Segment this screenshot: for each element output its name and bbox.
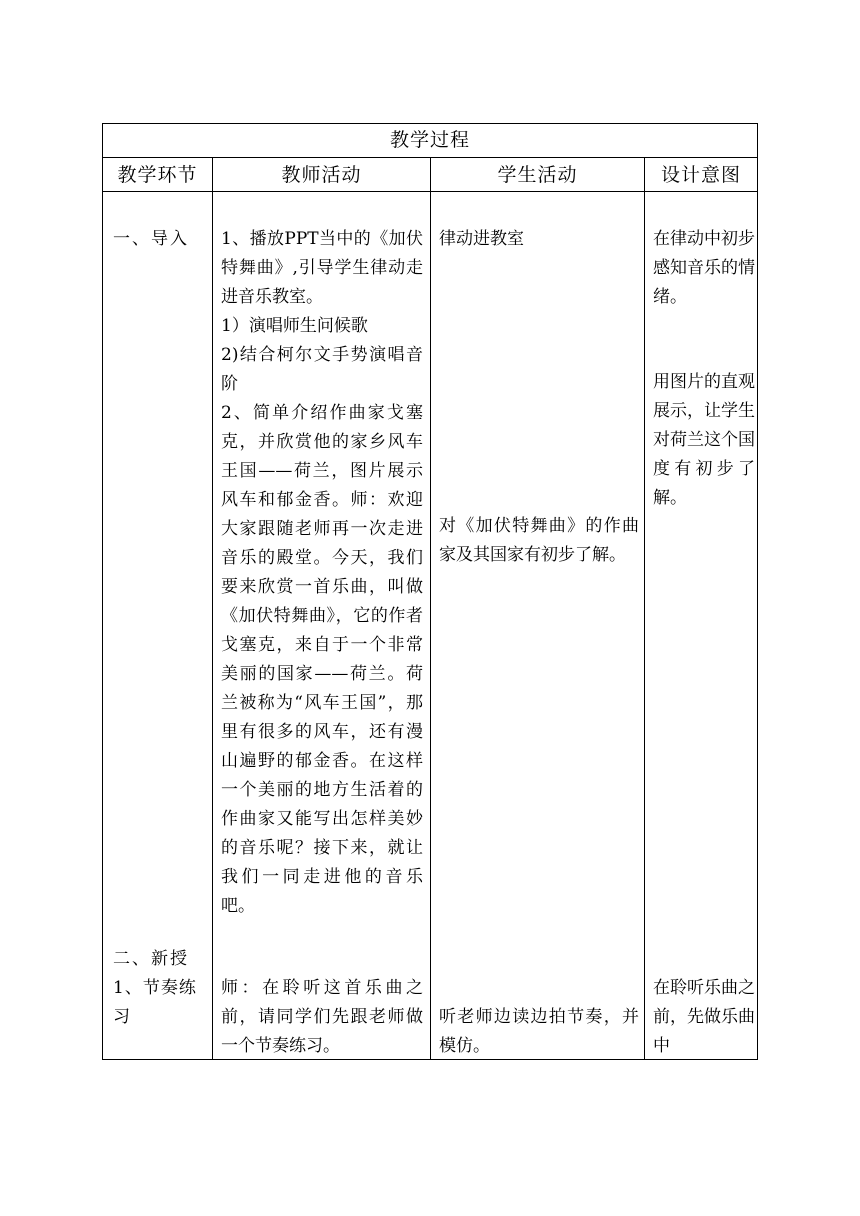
header-stage: 教学环节 (117, 164, 198, 186)
teacher-activity-rhythm: 师：在聆听这首乐曲之前，请同学们先跟老师做一个节奏练习。 (221, 978, 423, 1056)
stage-intro: 一、导入 (113, 229, 189, 249)
design-intent-1: 在律动中初步感知音乐的情绪。 (653, 229, 755, 307)
student-activity-1: 律动进教室 (439, 229, 524, 249)
stage-rhythm-line-1: 1、节奏练 (113, 978, 197, 998)
stage-new-lesson: 二、新授 (113, 949, 189, 969)
column-divider-1 (212, 157, 213, 1059)
table-title: 教学过程 (389, 129, 470, 151)
design-intent-2: 用图片的直观展示，让学生对荷兰这个国度有初步了解。 (653, 372, 755, 508)
header-teacher-activity: 教师活动 (281, 164, 362, 186)
teacher-activity-intro (221, 225, 423, 921)
teacher-substep-1: 1）演唱师生问候歌 (221, 316, 368, 336)
design-intent-3: 在聆听乐曲之前，先做乐曲中 (653, 978, 755, 1056)
column-divider-2 (430, 157, 431, 1059)
teacher-step-1: 1、播放PPT当中的《加伏特舞曲》,引导学生律动走进音乐教室。 (221, 229, 423, 307)
student-activity-3: 听老师边读边拍节奏，并模仿。 (439, 1007, 639, 1056)
teacher-substep-2: 2)结合柯尔文手势演唱音阶 (221, 345, 423, 394)
stage-rhythm-line-2: 习 (113, 1007, 130, 1027)
teacher-step-2: 2、简单介绍作曲家戈塞克，并欣赏他的家乡风车王国——荷兰，图片展示风车和郁金香。师：欢迎大家跟随老师再一次走进音乐的殿堂。今天，我们要来欣赏一首乐曲，叫做《加伏特舞曲》，它的作者戈塞克，来自于一个非常美丽的国家——荷兰。荷兰被称为“风车王国”，那里有很多的风车，还有漫山遍野的郁金香。在这样一个美丽的地方生活着的作曲家又能写出怎样美妙的音乐呢？接下来，就让我们一同走进他的音乐吧。 (221, 403, 423, 916)
header-design-intent: 设计意图 (660, 164, 741, 186)
student-activity-2: 对《加伏特舞曲》的作曲家及其国家有初步了解。 (439, 516, 639, 565)
column-divider-3 (644, 157, 645, 1059)
teaching-process-table (102, 123, 758, 1060)
header-student-activity: 学生活动 (497, 164, 578, 186)
